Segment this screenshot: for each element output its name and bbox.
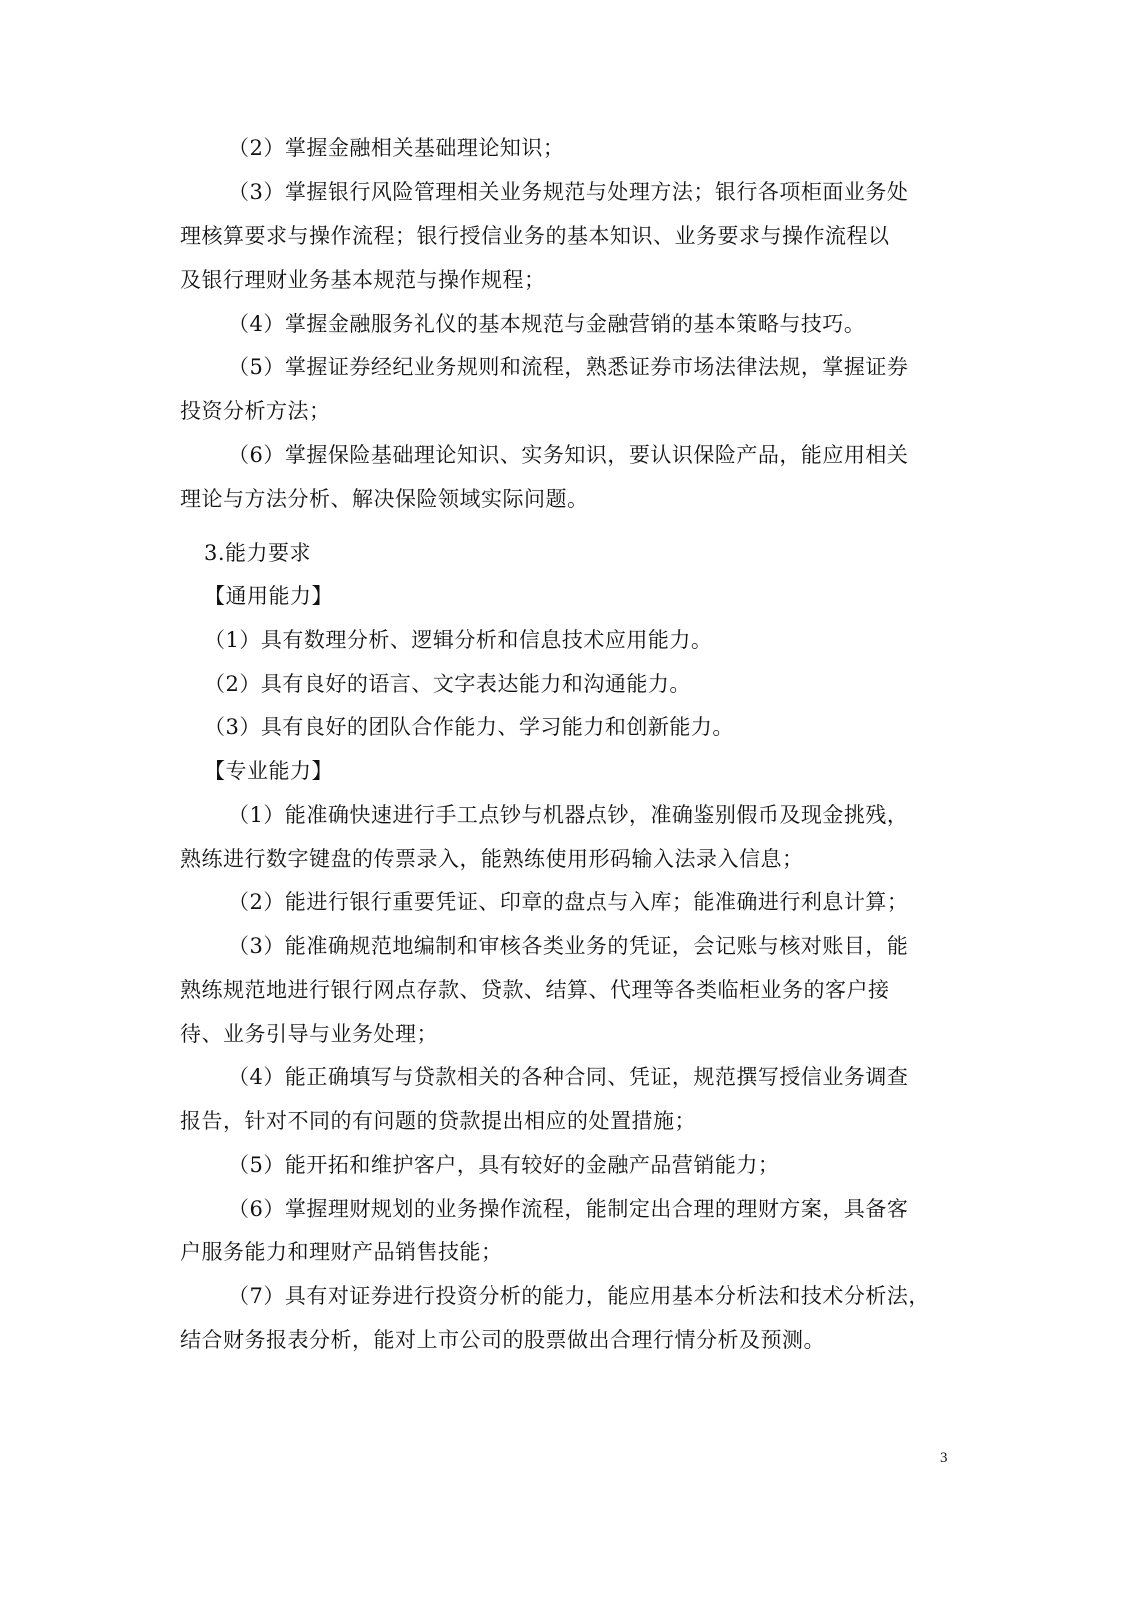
professional-item-5: （5）能开拓和维护客户，具有较好的金融产品营销能力； [228,1153,780,1177]
professional-item-3-line-2: 熟练规范地进行银行网点存款、贷款、结算、代理等各类临柜业务的客户接 [180,978,890,1002]
knowledge-item-6-line-1: （6）掌握保险基础理论知识、实务知识，要认识保险产品，能应用相关 [228,443,909,467]
professional-ability-heading: 【专业能力】 [204,759,333,783]
general-ability-item-1: （1）具有数理分析、逻辑分析和信息技术应用能力。 [204,628,713,652]
knowledge-item-4: （4）掌握金融服务礼仪的基本规范与金融营销的基本策略与技巧。 [228,312,866,336]
knowledge-item-5-line-2: 投资分析方法； [180,399,331,423]
professional-item-4-line-2: 报告，针对不同的有问题的贷款提出相应的处置措施； [180,1109,696,1133]
knowledge-item-5-line-1: （5）掌握证券经纪业务规则和流程，熟悉证券市场法律法规，掌握证券 [228,355,909,379]
professional-item-6-line-2: 户服务能力和理财产品销售技能； [180,1240,503,1264]
professional-item-3-line-1: （3）能准确规范地编制和审核各类业务的凭证，会记账与核对账目，能 [228,934,909,958]
professional-item-1-line-2: 熟练进行数字键盘的传票录入，能熟练使用形码输入法录入信息； [180,847,804,871]
professional-item-2: （2）能进行银行重要凭证、印章的盘点与入库；能准确进行利息计算； [228,890,909,914]
knowledge-item-3-line-3: 及银行理财业务基本规范与操作规程； [180,268,546,292]
professional-item-4-line-1: （4）能正确填写与贷款相关的各种合同、凭证，规范撰写授信业务调查 [228,1065,909,1089]
general-ability-heading: 【通用能力】 [204,584,333,608]
professional-item-1-line-1: （1）能准确快速进行手工点钞与机器点钞，准确鉴别假币及现金挑残， [228,803,909,827]
knowledge-item-2: （2）掌握金融相关基础理论知识； [228,136,565,160]
knowledge-item-6-line-2: 理论与方法分析、解决保险领域实际问题。 [180,487,589,511]
professional-item-7-line-2: 结合财务报表分析，能对上市公司的股票做出合理行情分析及预测。 [180,1328,825,1352]
knowledge-item-3-line-2: 理核算要求与操作流程；银行授信业务的基本知识、业务要求与操作流程以 [180,224,890,248]
professional-item-7-line-1: （7）具有对证券进行投资分析的能力，能应用基本分析法和技术分析法， [228,1284,930,1308]
knowledge-item-3-line-1: （3）掌握银行风险管理相关业务规范与处理方法；银行各项柜面业务处 [228,180,909,204]
general-ability-item-3: （3）具有良好的团队合作能力、学习能力和创新能力。 [204,715,734,739]
professional-item-3-line-3: 待、业务引导与业务处理； [180,1022,438,1046]
page-number: 3 [940,1450,948,1466]
professional-item-6-line-1: （6）掌握理财规划的业务操作流程，能制定出合理的理财方案，具备客 [228,1197,909,1221]
ability-heading: 3.能力要求 [204,541,312,565]
general-ability-item-2: （2）具有良好的语言、文字表达能力和沟通能力。 [204,672,691,696]
